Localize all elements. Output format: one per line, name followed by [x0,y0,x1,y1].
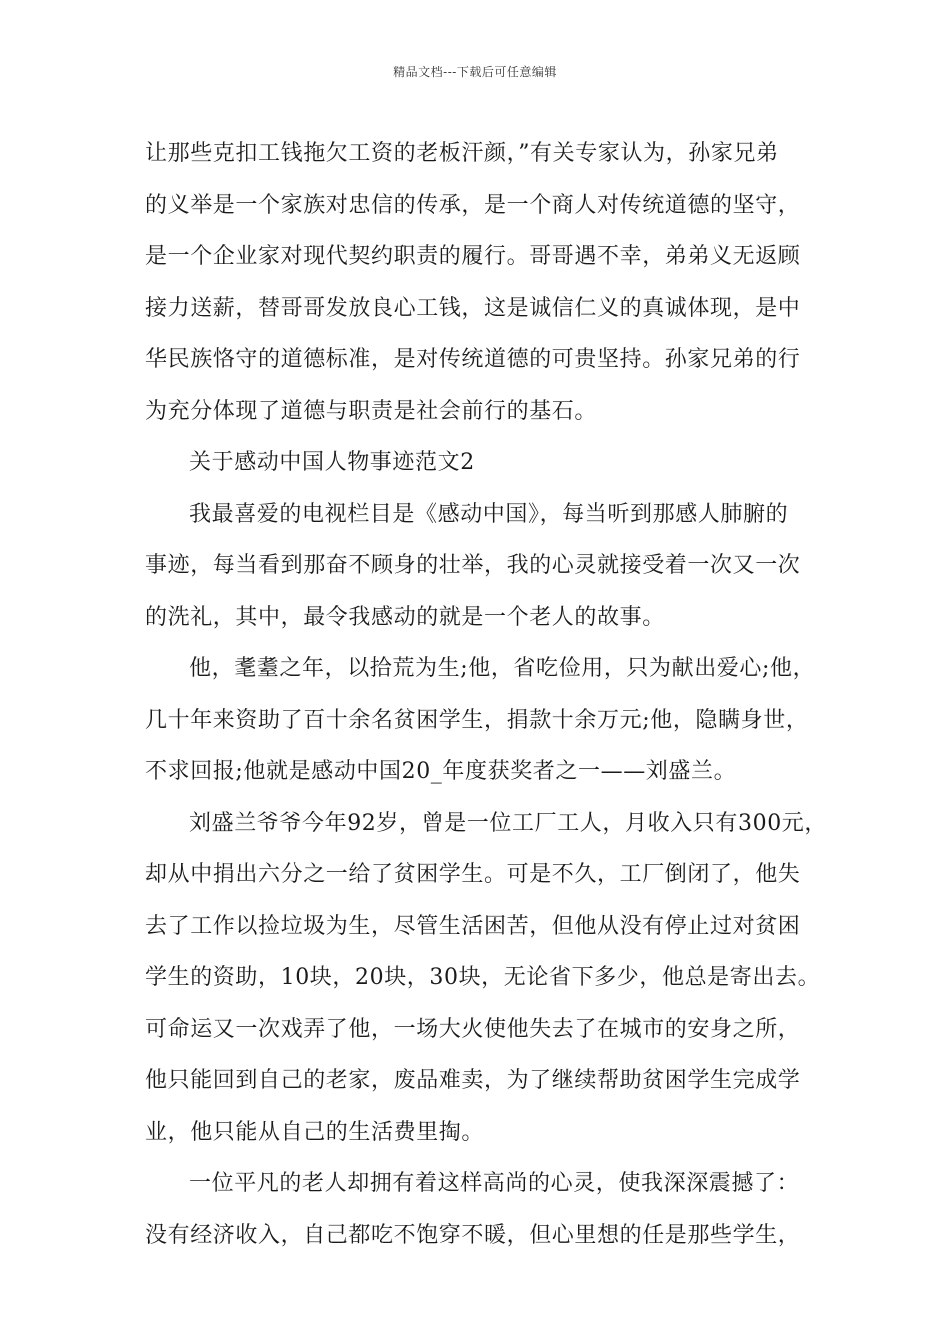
document-body [145,128,827,1261]
text-line: 他，耄耋之年，以拾荒为生;他，省吃俭用，只为献出爱心;他， [189,656,816,681]
text-line: 学生的资助，10块，20块，30块，无论省下多少，他总是寄出去。 [145,965,821,990]
text-line: 接力送薪，替哥哥发放良心工钱，这是诚信仁义的真诚体现，是中 [145,295,801,321]
text-line: 可命运又一次戏弄了他，一场大火使他失去了在城市的安身之所， [145,1016,801,1042]
text-line: 让那些克扣工钱拖欠工资的老板汗颜，”有关专家认为，孙家兄弟 [145,141,779,166]
text-line: 却从中捐出六分之一给了贫困学生。可是不久，工厂倒闭了，他失 [145,862,801,887]
text-line: 的义举是一个家族对忠信的传承，是一个商人对传统道德的坚守， [145,192,801,218]
text-line: 事迹，每当看到那奋不顾身的壮举，我的心灵就接受着一次又一次 [145,553,801,578]
text-line: 不求回报;他就是感动中国20_年度获奖者之一——刘盛兰。 [145,759,737,784]
text-line: 我最喜爱的电视栏目是《感动中国》，每当听到那感人肺腑的 [189,501,789,527]
text-line: 关于感动中国人物事迹范文2 [189,450,475,475]
text-line: 他只能回到自己的老家，废品难卖，为了继续帮助贫困学生完成学 [145,1068,801,1093]
text-line: 华民族恪守的道德标准，是对传统道德的可贵坚持。孙家兄弟的行 [145,347,801,372]
page-header: 精品文档---下载后可任意编辑 [393,65,557,79]
text-line: 业，他只能从自己的生活费里掏。 [145,1119,485,1145]
text-line: 没有经济收入，自己都吃不饱穿不暖，但心里想的任是那些学生， [145,1222,801,1248]
text-line: 几十年来资助了百十余名贫困学生，捐款十余万元;他，隐瞒身世， [145,707,809,733]
text-line: 一位平凡的老人却拥有着这样高尚的心灵，使我深深震撼了： [189,1171,800,1196]
text-line: 是一个企业家对现代契约职责的履行。哥哥遇不幸，弟弟义无返顾 [145,244,801,269]
text-line: 去了工作以捡垃圾为生，尽管生活困苦，但他从没有停止过对贫困 [145,913,801,939]
text-line: 刘盛兰爷爷今年92岁，曾是一位工厂工人，月收入只有300元， [189,810,827,836]
text-line: 的洗礼，其中，最令我感动的就是一个老人的故事。 [145,604,665,630]
text-line: 为充分体现了道德与职责是社会前行的基石。 [145,398,598,424]
